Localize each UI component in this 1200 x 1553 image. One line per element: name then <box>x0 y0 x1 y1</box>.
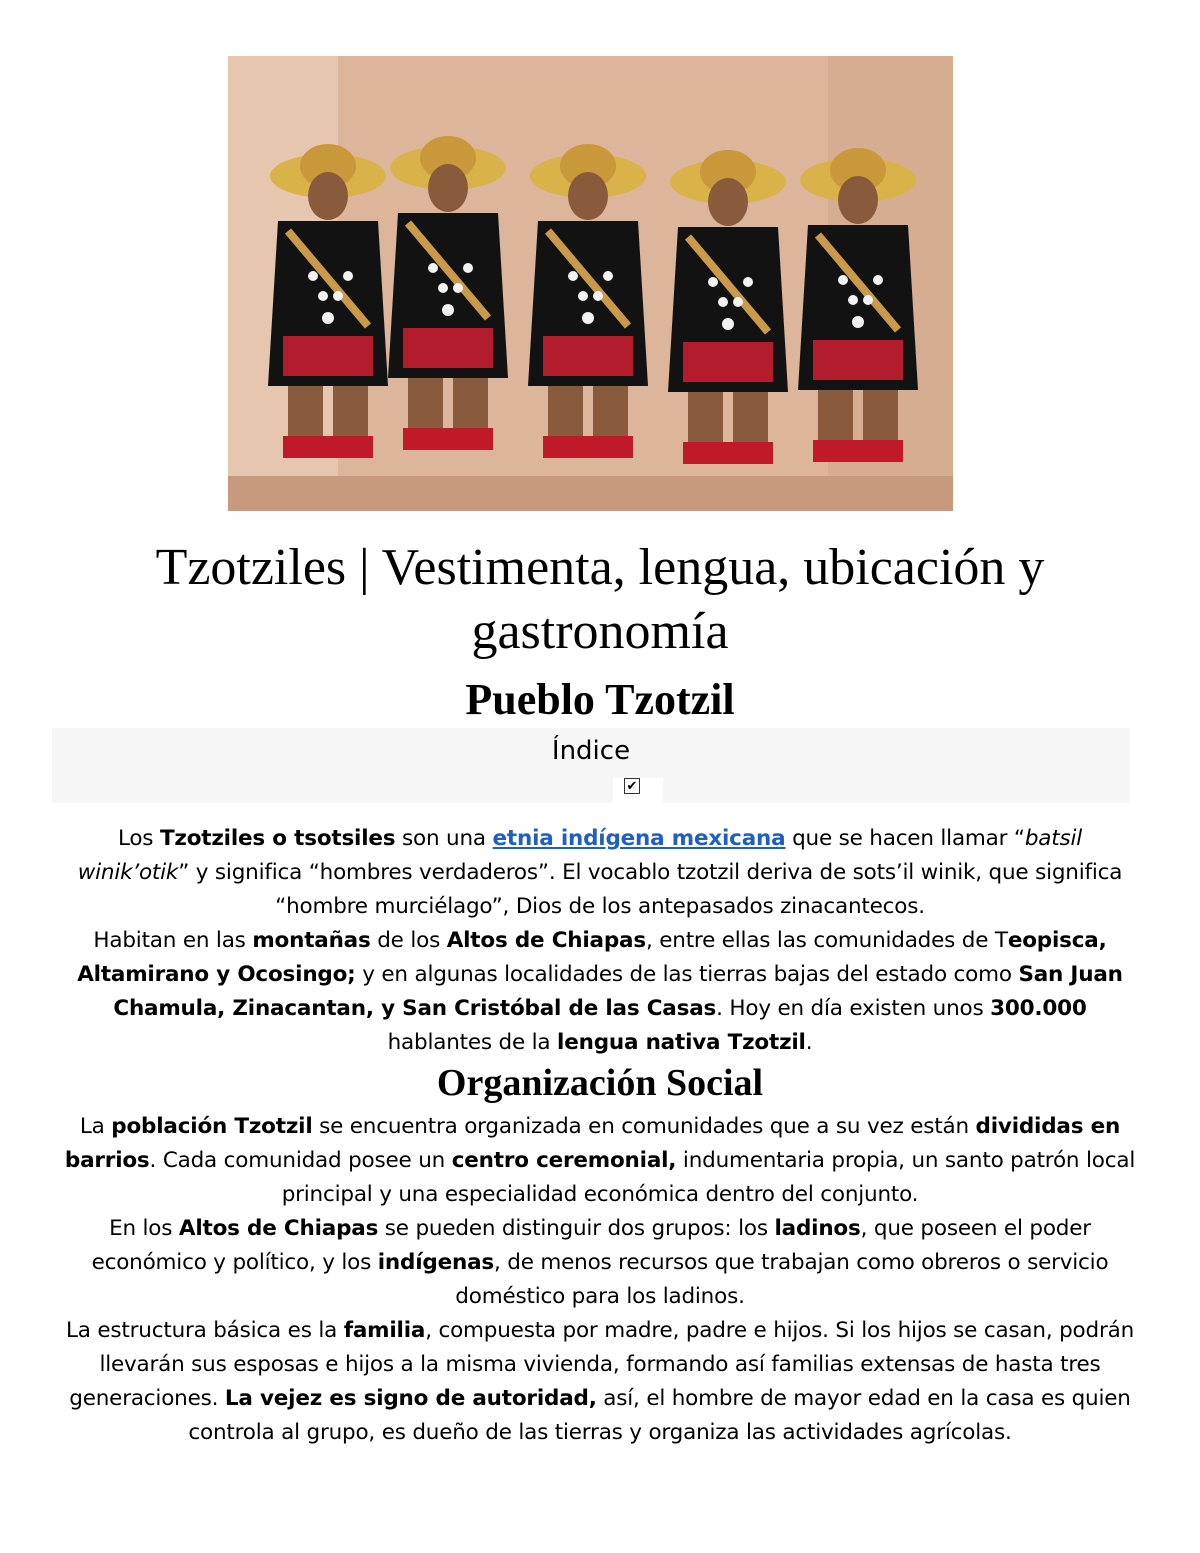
table-of-contents <box>52 728 1130 803</box>
social-paragraph-1: La población Tzotzil se encuentra organizada en comunidades que a su vez están divididas en barrios. Cada comunidad posee un centro ceremonial, indumentaria propia, un santo patrón local principal y una especialidad económica dentro del conjunto. <box>64 1114 1136 1207</box>
page-subtitle: Pueblo Tzotzil <box>465 675 735 724</box>
tzotzil-men-photo <box>228 56 953 511</box>
intro-paragraph-1: Los Tzotziles o tsotsiles son una etnia indígena mexicana que se hacen llamar “batsil winik’otik” y significa “hombres verdaderos”. El vocablo tzotzil deriva de sots’il winik, que significa “hombre murciélago”, Dios de los antepasados zinacantecos. <box>77 826 1123 919</box>
ethnic-group-link[interactable]: etnia indígena mexicana <box>492 826 786 851</box>
social-section <box>60 1110 1140 1450</box>
intro-section <box>60 822 1140 1060</box>
page-title: Tzotziles | Vestimenta, lengua, ubicación y gastronomía <box>155 539 1045 660</box>
toc-title: Índice <box>551 736 631 766</box>
social-paragraph-3: La estructura básica es la familia, compuesta por madre, padre e hijos. Si los hijos se casan, podrán llevarán sus esposas e hijos a la misma vivienda, formando así familias extensas de hasta tres generaciones. La vejez es signo de autoridad, así, el hombre de mayor edad en la casa es quien controla al grupo, es dueño de las tierras y organiza las actividades agrícolas. <box>66 1318 1134 1445</box>
photo-image <box>228 56 953 511</box>
intro-paragraph-2: Habitan en las montañas de los Altos de Chiapas, entre ellas las comunidades de Teopisca, Altamirano y Ocosingo; y en algunas localidades de las tierras bajas del estado como San Juan Chamula, Zinacantan, y San Cristóbal de las Casas. Hoy en día existen unos 300.000 hablantes de la lengua nativa Tzotzil. <box>77 928 1123 1055</box>
section-heading-social: Organización Social <box>436 1062 764 1104</box>
social-paragraph-2: En los Altos de Chiapas se pueden distinguir dos grupos: los ladinos, que poseen el poder económico y político, y los indígenas, de menos recursos que trabajan como obreros o servicio doméstico para los ladinos. <box>91 1216 1109 1309</box>
toc-toggle-checkbox[interactable]: ✔ <box>624 778 640 794</box>
